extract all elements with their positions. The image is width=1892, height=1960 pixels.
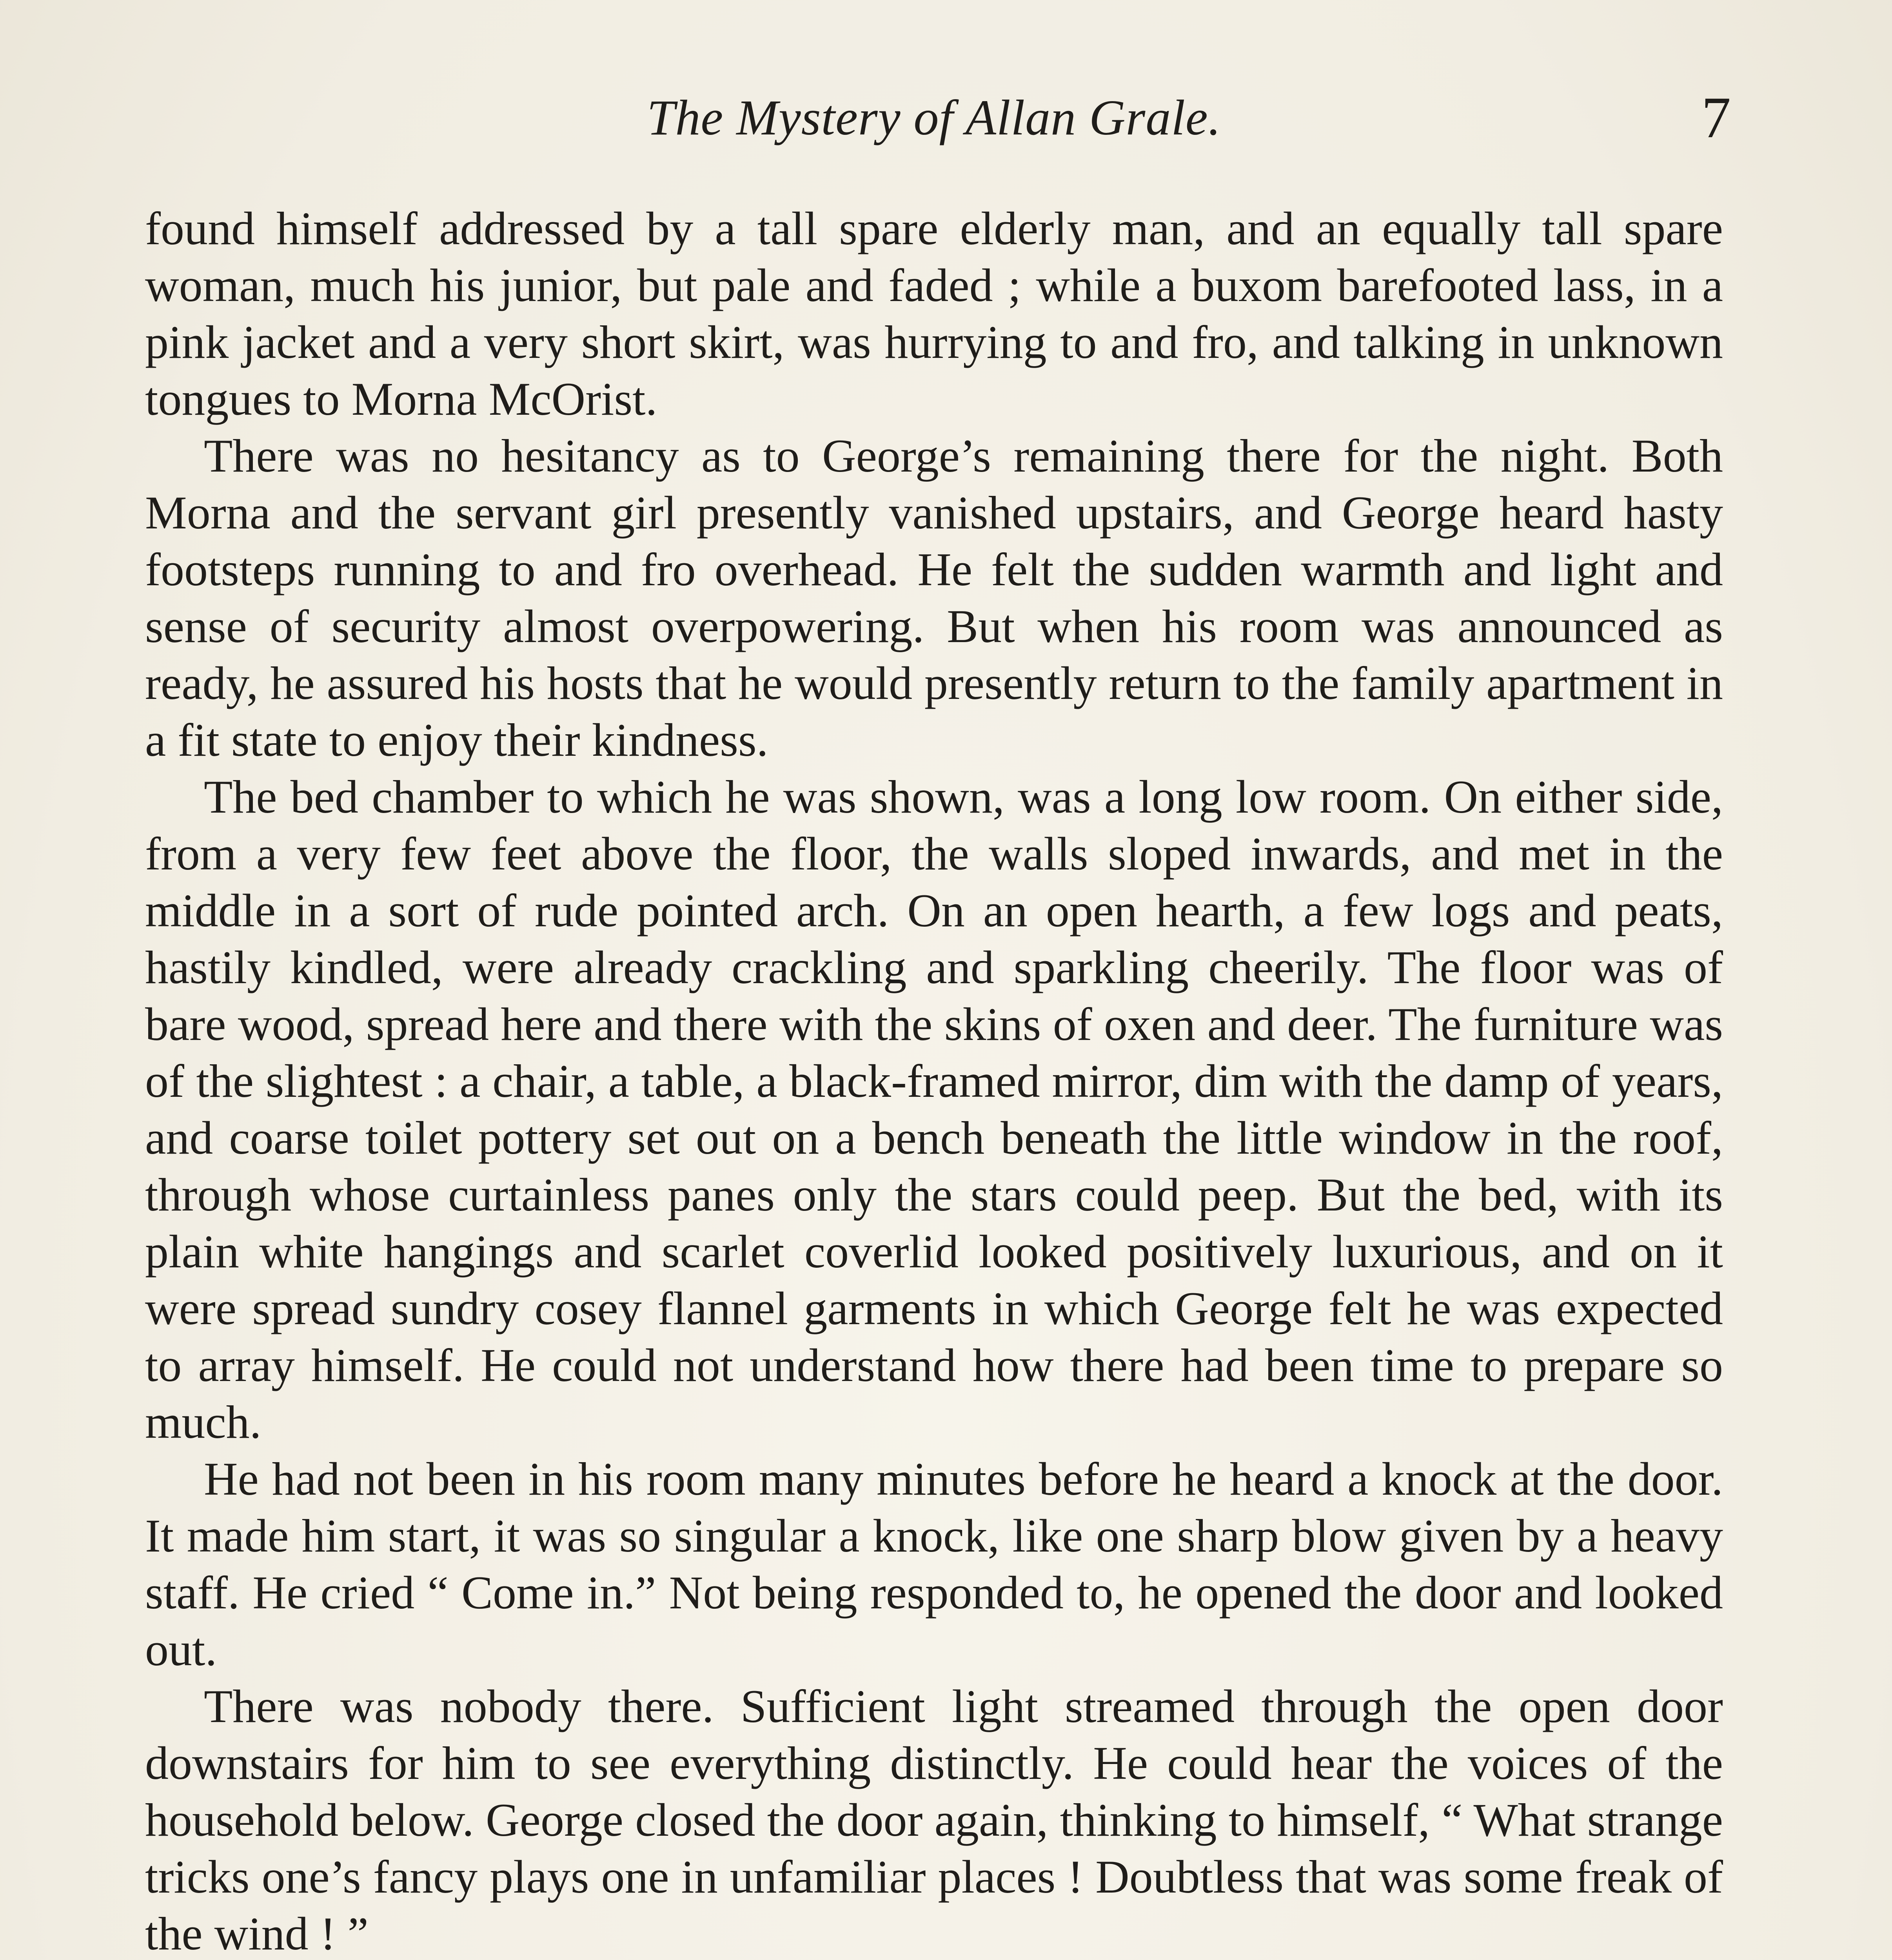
body-text [145,200,1723,1960]
paragraph-1: found himself addressed by a tall spare elderly man, and an equally tall spare woman, much his junior, but pale and faded ; while a buxom barefooted lass, in a pink jacket and a very short skirt, was hurrying to and fro, and talking in unknown tongues to Morna McOrist. [145,202,1723,425]
paragraph-4: He had not been in his room many minutes before he heard a knock at the door. It made him start, it was so singular a knock, like one sharp blow given by a heavy staff. He cried “ Come in.” Not being responded to, he opened the door and looked out. [145,1453,1723,1675]
paragraph-5: There was nobody there. Sufficient light streamed through the open door downstairs for him to see everything distinctly. He could hear the voices of the household below. George closed the door again, thinking to himself, “ What strange tricks one’s fancy plays one in unfamiliar places ! Doubtless that was some freak of the wind ! ” [145,1680,1723,1960]
paragraph-2: There was no hesitancy as to George’s remaining there for the night. Both Morna and the servant girl presently vanished upstairs, and George heard hasty footsteps running to and fro overhead. He felt the sudden warmth and light and sense of security almost overpowering. But when his room was announced as ready, he assured his hosts that he would presently return to the family apartment in a fit state to enjoy their kindness. [145,430,1723,766]
running-head [145,78,1731,157]
paragraph-3: The bed chamber to which he was shown, was a long low room. On either side, from a very few feet above the floor, the walls sloped inwards, and met in the middle in a sort of rude pointed arch. On an open hearth, a few logs and peats, hastily kindled, were already crackling and sparkling cheerily. The floor was of bare wood, spread here and there with the skins of oxen and deer. The furniture was of the slightest : a chair, a table, a black-framed mirror, dim with the damp of years, and coarse toilet pottery set out on a bench beneath the little window in the roof, through whose curtainless panes only the stars could peep. But the bed, with its plain white hangings and scarlet coverlid looked positively luxurious, and on it were spread sundry cosey flannel garments in which George felt he was expected to array himself. He could not understand how there had been time to prepare so much. [145,771,1723,1448]
running-title: The Mystery of Allan Grale. [647,90,1221,145]
page-number: 7 [1701,85,1731,150]
